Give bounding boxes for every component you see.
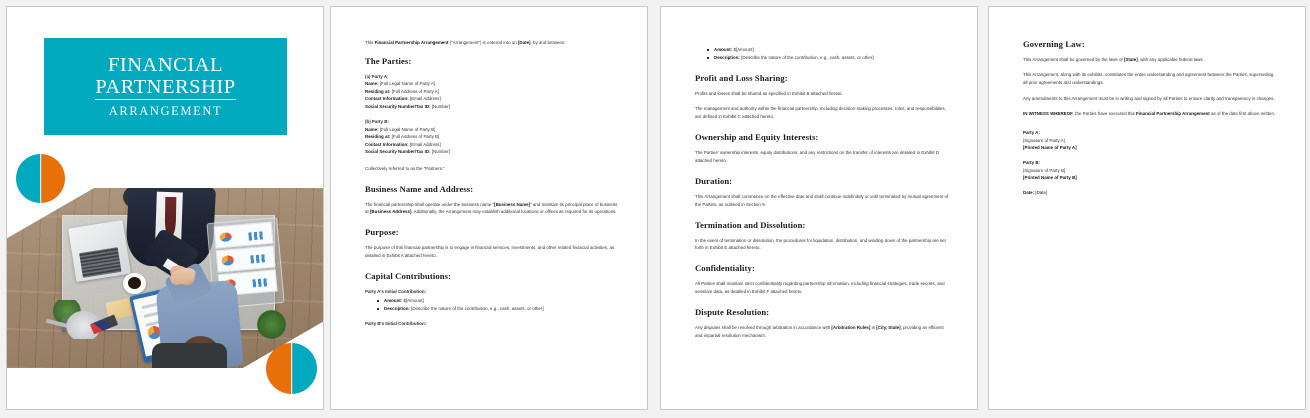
heading-purpose: Purpose:: [365, 227, 399, 238]
signature-date-row[interactable]: Date: [Date]: [1023, 190, 1048, 196]
party-b-contact-row: Contact Information: [Email Address]: [365, 141, 441, 147]
cover-title-line-3: ARRANGEMENT: [108, 104, 223, 119]
profit-paragraph-2: The management and authority within the financial partnership, including decision-making processes, roles, and responsibilities, are defined in Exhibit C attached hereto.: [695, 105, 946, 119]
signature-b-printed-name[interactable]: [Printed Name of Party B]: [1023, 175, 1077, 181]
heading-termination-dissolution: Termination and Dissolution:: [695, 219, 806, 230]
signature-b-line[interactable]: [Signature of Party B]: [1023, 167, 1066, 173]
heading-ownership-equity: Ownership and Equity Interests:: [695, 131, 819, 142]
party-a-residing-row: Residing at: [Full Address of Party A]: [365, 88, 439, 94]
document-page-2[interactable]: [330, 6, 648, 410]
ownership-paragraph: The Parties' ownership interests, equity distributions, and any restrictions on the transfer of interests are detailed in Exhibit D attached hereto.: [695, 149, 940, 163]
list-item: Amount: $[Amount]: [714, 46, 949, 54]
party-b-contribution-label: Party B's Initial Contribution:: [365, 320, 427, 326]
heading-governing-law: Governing Law:: [1023, 39, 1085, 49]
photo-laptop-keyboard: [78, 247, 121, 278]
governing-law-paragraph: This Arrangement shall be governed by the laws of [State], with any applicable federal laws.: [1023, 57, 1204, 62]
signature-block-party-a: [1023, 129, 1277, 152]
photo-coffee-cup: [123, 273, 146, 295]
party-b-residing-row: Residing at: [Full Address of Party B]: [365, 134, 440, 140]
list-item: Description: [Describe the nature of the contribution, e.g., cash, assets, or other]: [384, 305, 619, 313]
party-b-ssn-row: Social Security Number/Tax ID: [Number]: [365, 149, 450, 155]
intro-paragraph: This Financial Partnership Arrangement ("Arrangement") is entered into on [Date], by and between:: [365, 40, 566, 45]
purpose-paragraph: The purpose of this financial partnership is to engage in financial services, investments, and other related financial activities, as detailed in Exhibit A attached hereto.: [365, 245, 615, 259]
witness-paragraph: IN WITNESS WHEREOF, the Parties have executed this Financial Partnership Arrangement as of the date first above written.: [1023, 111, 1276, 117]
amendments-paragraph: Any amendments to this Arrangement must be in writing and signed by all Parties to ensure clarity and transparency in changes.: [1023, 95, 1275, 101]
confidentiality-paragraph: All Parties shall maintain strict confidentiality regarding partnership information, including financial strategies, trade secrets, and sensitive data, as detailed in Exhibit F attached hereto.: [695, 281, 945, 295]
photo-laptop: [68, 220, 131, 282]
signature-a-printed-name[interactable]: [Printed Name of Party A]: [1023, 145, 1077, 151]
heading-capital-contributions: Capital Contributions:: [365, 271, 452, 282]
termination-paragraph: In the event of termination or dissolution, the procedures for liquidation, distribution, and winding down of the partnership are set forth in Exhibit E attached hereto.: [695, 237, 946, 251]
profit-paragraph-1: Profits and losses shall be shared as specified in Exhibit B attached hereto.: [695, 90, 843, 96]
photo-plant-right: [252, 310, 291, 339]
party-a-contribution-list: [365, 297, 619, 313]
cover-photo-handshake: [7, 188, 324, 368]
cover-layout: [7, 7, 323, 409]
party-b-name-row: Name: [Full Legal Name of Party B]: [365, 126, 436, 132]
party-a-contribution-label: Party A's Initial Contribution:: [365, 289, 427, 295]
duration-paragraph: This Arrangement shall commence on the effective date and shall continue indefinitely or until terminated by mutual agreement of the Parties, as outlined in Section 9.: [695, 193, 949, 207]
cover-title-line-2: PARTNERSHIP: [95, 76, 235, 100]
heading-profit-loss-sharing: Profit and Loss Sharing:: [695, 72, 788, 83]
party-a-ssn-row: Social Security Number/Tax ID: [Number]: [365, 103, 450, 109]
page-2-content: [365, 39, 619, 397]
cover-title-line-1: FINANCIAL: [108, 53, 223, 76]
party-b-label: (b) Party B:: [365, 119, 389, 125]
document-page-4[interactable]: [988, 6, 1306, 410]
decorative-split-circle-bottom-right: [266, 343, 317, 394]
signature-a-line[interactable]: [Signature of Party A]: [1023, 137, 1065, 143]
page-3-content: [695, 39, 949, 397]
list-item: Description: [Describe the nature of the contribution, e.g., cash, assets, or other]: [714, 54, 949, 62]
page-4-content: [1023, 39, 1277, 397]
document-page-3[interactable]: [660, 6, 978, 410]
entire-agreement-paragraph: This Arrangement, along with its exhibits, constitutes the entire understanding and agreement between the Parties, superseding all prior agreements and understandings.: [1023, 72, 1274, 86]
list-item: Amount: $[Amount]: [384, 297, 619, 305]
collectively-paragraph: Collectively referred to as the "Partners.": [365, 165, 445, 171]
circle-half-orange: [41, 154, 66, 203]
circle-half-teal: [16, 154, 41, 203]
cover-title-block: [44, 38, 287, 135]
heading-business-name-address: Business Name and Address:: [365, 183, 474, 194]
photo-chair-bottom: [152, 343, 226, 368]
decorative-split-circle-top-left: [16, 154, 65, 203]
signature-a-heading: Party A:: [1023, 130, 1040, 136]
heading-dispute-resolution: Dispute Resolution:: [695, 307, 770, 318]
dispute-paragraph: Any disputes shall be resolved through arbitration in accordance with [Arbitration Rules] in [City, State], providing an efficient and impartial resolution mechanism.: [695, 325, 944, 339]
party-a-label: (a) Party A:: [365, 73, 389, 79]
signature-block-party-b: [1023, 159, 1277, 182]
party-b-contribution-list: [695, 46, 949, 62]
party-a-name-row: Name: [Full Legal Name of Party A]: [365, 81, 436, 87]
circle-divider: [291, 343, 293, 394]
signature-b-heading: Party B:: [1023, 160, 1041, 166]
heading-duration: Duration:: [695, 175, 733, 186]
business-paragraph: The financial partnership shall operate under the business name "[Business Name]" and maintain its principal place of business at [Business Address]. Additionally, the Arrangement may establish additional locations or offices as required for its operations.: [365, 201, 618, 215]
circle-divider: [40, 154, 42, 203]
heading-confidentiality: Confidentiality:: [695, 263, 755, 274]
party-a-contact-row: Contact Information: [Email Address]: [365, 96, 441, 102]
heading-the-parties: The Parties:: [365, 55, 412, 66]
document-page-1-cover[interactable]: [6, 6, 324, 410]
circle-half-teal: [292, 343, 318, 394]
